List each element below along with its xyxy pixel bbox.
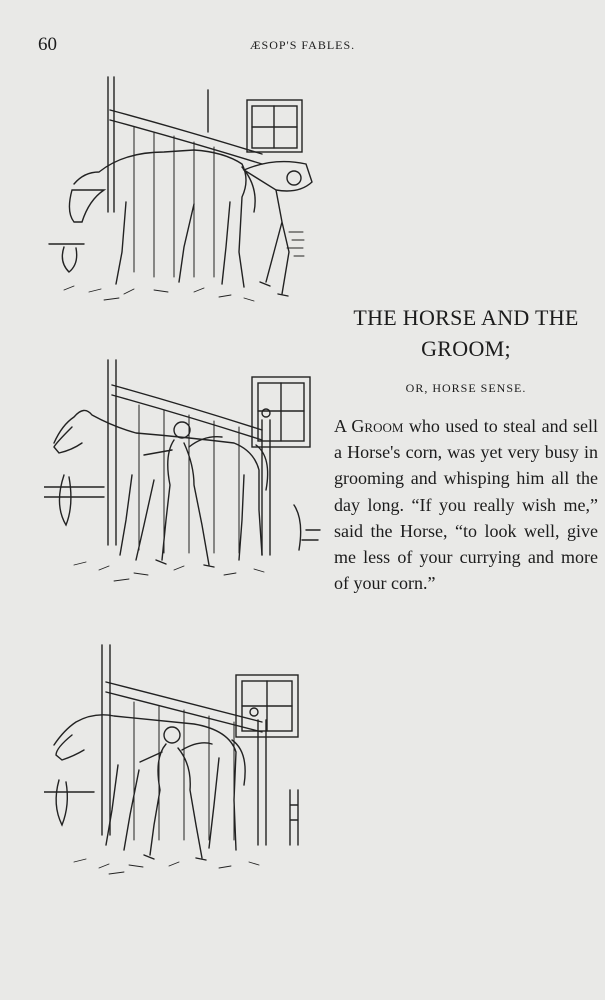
fable-text-body: who used to steal and sell a Horse's corn, was yet very busy in grooming and whisping him all the day long. “If you really wish me,” said the Horse, “to look well, give me less of your currying and more of your corn.” <box>334 416 599 594</box>
running-head: ÆSOP'S FABLES. <box>249 38 356 52</box>
fable-text <box>334 413 598 596</box>
groom-carrying-sack-illustration <box>44 72 324 312</box>
groom-grooming-horse-illustration <box>44 355 324 595</box>
fable-text-lead: A Groom <box>334 416 404 436</box>
groom-currying-horse-illustration <box>44 640 324 880</box>
fable-title: THE HORSE AND THE GROOM; <box>353 305 579 361</box>
fable-subtitle: OR, HORSE SENSE. <box>405 381 527 395</box>
page-number: 60 <box>38 34 57 55</box>
